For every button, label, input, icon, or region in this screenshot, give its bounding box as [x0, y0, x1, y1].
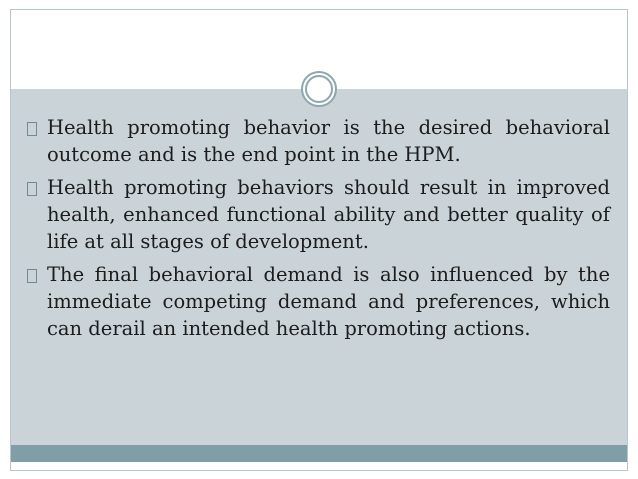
bottom-accent-band	[11, 445, 627, 462]
bullet-item	[26, 174, 610, 255]
bullet-box-icon	[27, 182, 37, 196]
bullet-list	[26, 114, 610, 348]
bullet-item	[26, 261, 610, 342]
bullet-box-icon	[27, 122, 37, 136]
bullet-text: The final behavioral demand is also influenced by the immediate competing demand and preferences, which can derail an intended health promoting actions.	[47, 263, 610, 340]
bullet-text: Health promoting behaviors should result in improved health, enhanced functional ability and better quality of life at all stages of development.	[47, 176, 610, 253]
bullet-item	[26, 114, 610, 168]
bullet-box-icon	[27, 269, 37, 283]
circle-ornament-inner	[305, 75, 333, 103]
bullet-text: Health promoting behavior is the desired behavioral outcome and is the end point in the HPM.	[47, 116, 610, 166]
